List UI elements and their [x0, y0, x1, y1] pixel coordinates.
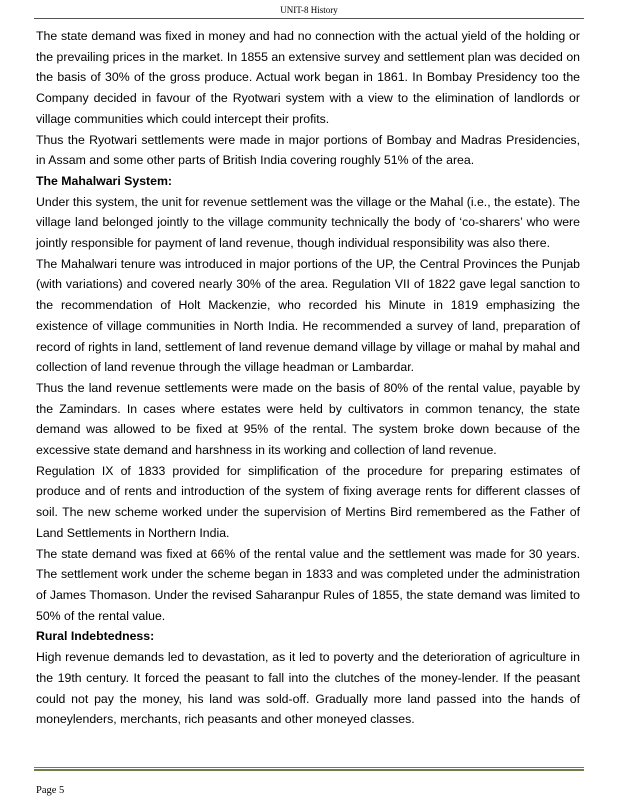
- paragraph: Thus the Ryotwari settlements were made in major portions of Bombay and Madras Presidencies, in Assam and some other parts of British India covering roughly 51% of the area.: [36, 132, 580, 168]
- paragraph: The state demand was fixed at 66% of the rental value and the settlement was made for 30 years. The settlement work under the scheme began in 1833 and was completed under the administration of James Thomason. Under the revised Saharanpur Rules of 1855, the state demand was limited to 50% of the rental value.: [36, 546, 580, 623]
- section-heading-rural-indebtedness: Rural Indebtedness:: [36, 629, 155, 644]
- paragraph: High revenue demands led to devastation, as it led to poverty and the deterioration of agriculture in the 19th century. It forced the peasant to fall into the clutches of the money-lender. If the peasant could not pay the money, his land was sold-off. Gradually more land passed into the hands of moneylenders, merchants, rich peasants and other moneyed classes.: [36, 650, 580, 727]
- header-rule: [34, 18, 584, 19]
- page-number: Page 5: [36, 785, 65, 796]
- paragraph: The state demand was fixed in money and had no connection with the actual yield of the holding or the prevailing prices in the market. In 1855 an extensive survey and settlement plan was decided on the basis of 30% of the gross produce. Actual work began in 1861. In Bombay Presidency too the Company decided in favour of the Ryotwari system with a view to the elimination of landlords or village communities which could intercept their profits.: [36, 29, 580, 126]
- paragraph: Under this system, the unit for revenue settlement was the village or the Mahal (i.e., the estate). The village land belonged jointly to the village community technically the body of ‘co-sharers’ who were jointly responsible for payment of land revenue, though individual responsibility was also there.: [36, 194, 580, 251]
- body-text: [36, 26, 580, 730]
- footer-rule: [34, 767, 584, 771]
- section-heading-mahalwari: The Mahalwari System:: [36, 173, 172, 188]
- paragraph: Regulation IX of 1833 provided for simplification of the procedure for preparing estimates of produce and of rents and introduction of the system of fixing average rents for different classes of soil. The new scheme worked under the supervision of Mertins Bird remembered as the Father of Land Settlements in Northern India.: [36, 463, 580, 540]
- paragraph: Thus the land revenue settlements were made on the basis of 80% of the rental value, payable by the Zamindars. In cases where estates were held by cultivators in common tenancy, the state demand was allowed to be fixed at 95% of the rental. The system broke down because of the excessive state demand and harshness in its working and collection of land revenue.: [36, 380, 580, 458]
- page-header: UNIT-8 History: [280, 5, 338, 15]
- paragraph: The Mahalwari tenure was introduced in major portions of the UP, the Central Provinces the Punjab (with variations) and covered nearly 30% of the area. Regulation VII of 1822 gave legal sanction to the recommendation of Holt Mackenzie, who recorded his Minute in 1819 emphasizing the existence of village communities in North India. He recommended a survey of land, preparation of record of rights in land, settlement of land revenue demand village by village or mahal by mahal and collection of land revenue through the village headman or Lambardar.: [36, 256, 580, 375]
